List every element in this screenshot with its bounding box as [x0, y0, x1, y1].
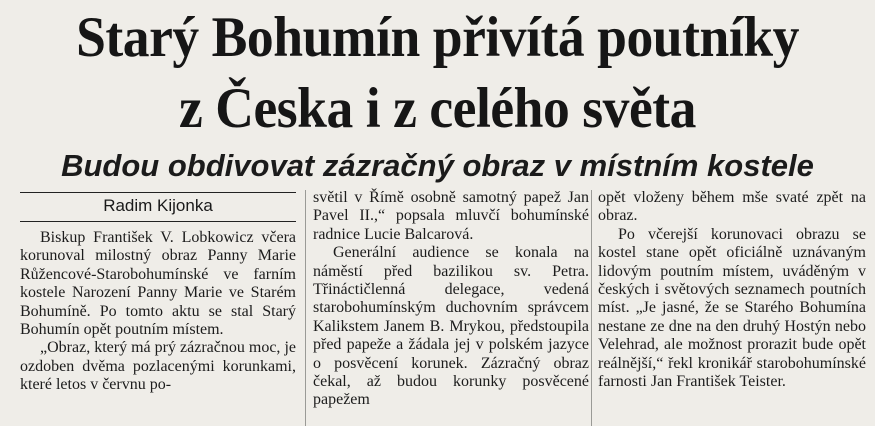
subheadline: Budou obdivovat zázračný obraz v místním kostele — [61, 148, 814, 183]
paragraph: „Obraz, který má prý zázračnou moc, je ozdoben dvěma pozlacenými korunkami, které letos v červnu po- — [20, 339, 296, 394]
article-column-3 — [598, 189, 866, 391]
article-column-2 — [313, 189, 589, 410]
article-column-1 — [20, 229, 296, 395]
byline: Radim Kijonka — [103, 196, 213, 215]
column-divider-1 — [305, 190, 306, 426]
headline-line-1: Starý Bohumín přivítá poutníky — [76, 6, 799, 69]
paragraph-continued: opět vloženy během mše svaté zpět na obraz. — [598, 189, 866, 225]
paragraph: Biskup František V. Lobkowicz včera korunoval milostný obraz Panny Marie Růžencové-Starobohumínské ve farním kostele Narození Panny Marie ve Starém Bohumíně. Po tomto aktu se stal Starý Bohumín opět poutním místem. — [20, 229, 296, 339]
byline-bottom-rule — [20, 221, 296, 222]
paragraph: Generální audience se konala na náměstí před bazilikou sv. Petra. Třináctičlenná delegace, vedená starobohumínským duchovním správcem Kalikstem Janem B. Mrykou, předstoupila před papeže a žádala jej v polském jazyce o posvěcení korunek. Zázračný obraz čekal, až budou korunky posvěcené papežem — [313, 244, 589, 409]
paragraph-continued: světil v Římě osobně samotný papež Jan Pavel II.,“ popsala mluvčí bohumínské radnice Lucie Balcarová. — [313, 189, 589, 243]
byline-top-rule — [20, 192, 296, 193]
paragraph: Po včerejší korunovaci obrazu se kostel stane opět oficiálně uznávaným lidovým poutním místem, uváděným v českých i světových seznamech poutních míst. „Je jasné, že se Starého Bohumína nestane ze dne na den druhý Hostýn nebo Velehrad, ale možnost prorazit bude opět reálnější,“ řekl kronikář starobohumínské farnosti Jan František Teister. — [598, 225, 866, 391]
column-divider-2 — [591, 190, 592, 426]
headline-line-2: z Česka i z celého světa — [179, 77, 696, 140]
